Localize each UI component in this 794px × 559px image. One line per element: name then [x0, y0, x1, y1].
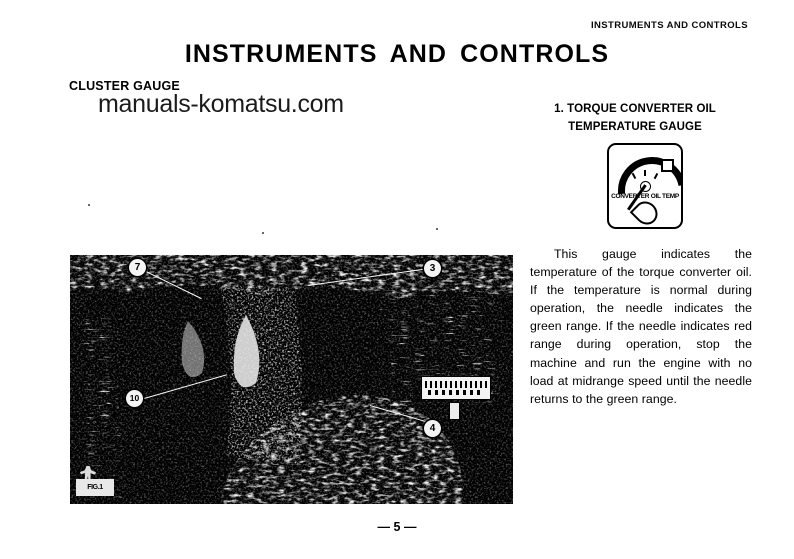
- photo-callout-3[interactable]: 3: [424, 260, 441, 277]
- item-heading-line-1: 1. TORQUE CONVERTER OIL: [554, 103, 716, 115]
- photo-callout-10[interactable]: 10: [126, 390, 143, 407]
- item-heading-line-2: TEMPERATURE GAUGE: [568, 121, 702, 133]
- gauge-tick: [644, 170, 646, 176]
- cluster-dial-row-top: [425, 381, 487, 388]
- scan-speck: [88, 204, 90, 206]
- gauge-scale-end-marker: [663, 161, 672, 170]
- photo-callout-4[interactable]: 4: [424, 420, 441, 437]
- instrument-cluster-panel: [422, 377, 490, 399]
- cluster-dial-row-bottom: [428, 390, 482, 395]
- gauge-icon-label: CONVERTER OIL TEMP: [611, 193, 679, 200]
- photo-callout-7[interactable]: 7: [129, 259, 146, 276]
- cluster-gauge-photo: [70, 255, 513, 504]
- item-heading-torque-converter: [522, 100, 748, 136]
- body-paragraph: This gauge indicates the temperature of the torque converter oil. If the temperature is normal during operation, the needle indicates the green range. If the needle indicates red range during operation, stop the machine and run the engine with no load at midrange speed until the needle returns to the green range.: [530, 247, 752, 406]
- photo-figure-stamp: FIG.1: [76, 479, 114, 496]
- running-header: INSTRUMENTS AND CONTROLS: [590, 20, 748, 31]
- scan-speck: [436, 228, 438, 230]
- page-title: INSTRUMENTS AND CONTROLS: [184, 40, 610, 68]
- watermark-text: manuals-komatsu.com: [98, 90, 344, 118]
- converter-oil-temp-gauge-icon: [607, 143, 683, 229]
- cluster-control-stalk: [450, 403, 459, 419]
- section-heading-cluster-gauge: CLUSTER GAUGE: [69, 79, 180, 93]
- page-number: — 5 —: [377, 520, 417, 534]
- scan-speck: [262, 232, 264, 234]
